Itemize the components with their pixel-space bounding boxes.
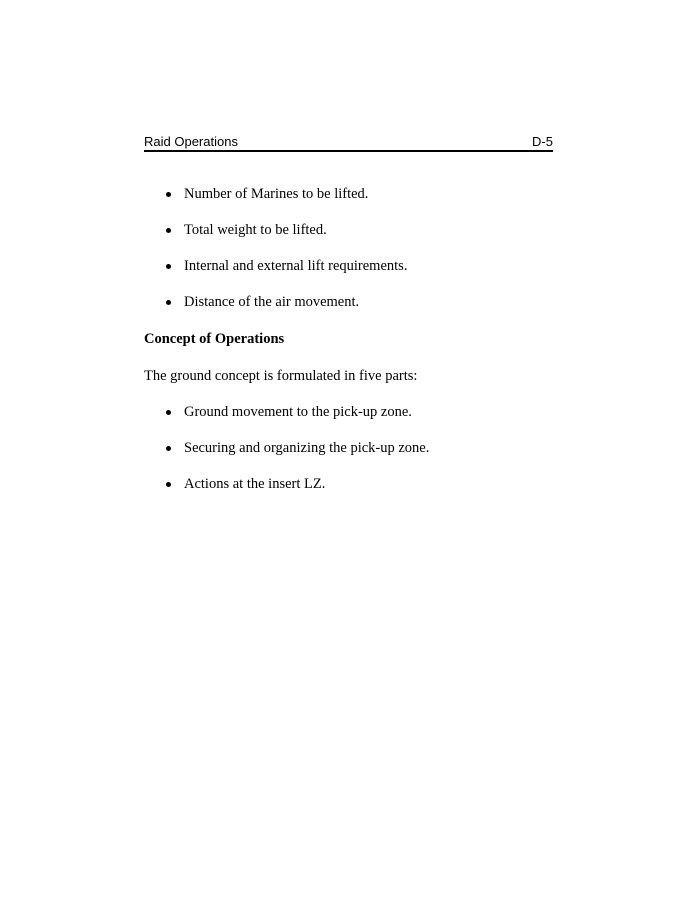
list-item-text: Actions at the insert LZ. — [184, 476, 326, 492]
list-item-text: Number of Marines to be lifted. — [184, 186, 369, 202]
header-section-title: Raid Operations — [144, 134, 238, 149]
list-item — [144, 439, 564, 475]
bullet-icon — [166, 410, 171, 415]
list-item-text: Total weight to be lifted. — [184, 222, 327, 238]
running-header — [144, 134, 553, 152]
list-item-text: Securing and organizing the pick-up zone. — [184, 440, 430, 456]
list-item-text: Distance of the air movement. — [184, 294, 360, 310]
body-paragraph: The ground concept is formulated in five parts: — [144, 368, 418, 384]
bullet-icon — [166, 300, 171, 305]
concept-bullet-list — [144, 403, 564, 511]
list-item — [144, 221, 564, 257]
requirements-bullet-list — [144, 185, 564, 329]
section-heading: Concept of Operations — [144, 331, 285, 347]
bullet-icon — [166, 228, 171, 233]
bullet-icon — [166, 482, 171, 487]
bullet-icon — [166, 192, 171, 197]
header-page-number: D-5 — [532, 134, 553, 149]
list-item — [144, 403, 564, 439]
list-item — [144, 475, 564, 511]
list-item — [144, 257, 564, 293]
list-item-text: Ground movement to the pick-up zone. — [184, 404, 412, 420]
bullet-icon — [166, 446, 171, 451]
list-item — [144, 185, 564, 221]
list-item — [144, 293, 564, 329]
bullet-icon — [166, 264, 171, 269]
list-item-text: Internal and external lift requirements. — [184, 258, 408, 274]
